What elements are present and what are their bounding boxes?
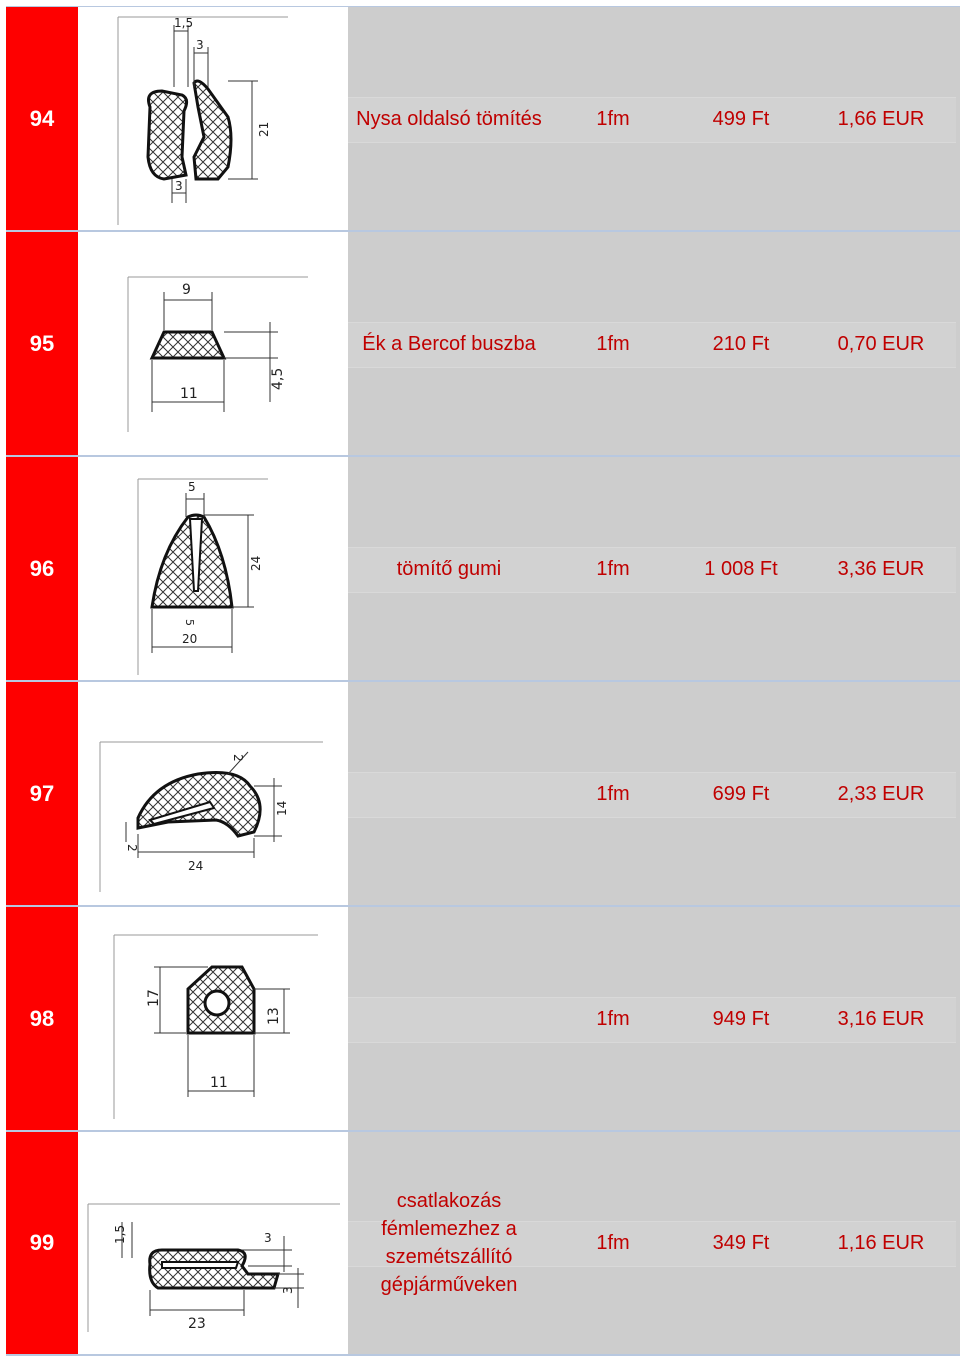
product-unit: 1fm <box>596 107 630 130</box>
dimension-label: 14 <box>275 800 289 816</box>
dimension-label: 1,5 <box>113 1224 127 1244</box>
dimension-label: 4,5 <box>270 367 286 390</box>
dimension-label: 24 <box>188 859 204 873</box>
price-ft: 1 008 Ft <box>704 557 778 580</box>
product-row-95 <box>6 232 960 457</box>
price-eur: 1,16 EUR <box>837 1232 925 1254</box>
product-info <box>348 682 960 905</box>
price-ft: 349 Ft <box>712 1232 770 1254</box>
dimension-label: 3 <box>264 1231 272 1245</box>
product-name: tömítő gumi <box>396 557 502 580</box>
product-row-98 <box>6 907 960 1132</box>
dimension-label: 3 <box>175 179 183 193</box>
product-catalog <box>6 6 960 1357</box>
product-number: 95 <box>6 232 78 455</box>
price-eur: 0,70 EUR <box>837 332 925 355</box>
dimension-label: 5 <box>183 619 196 626</box>
dimension-label: 5 <box>188 480 196 494</box>
product-name: Ék a Bercof buszba <box>362 332 536 355</box>
price-eur: 3,16 EUR <box>837 1007 925 1030</box>
dimension-label: 13 <box>266 1007 282 1025</box>
profile-drawing-98 <box>78 907 348 1130</box>
product-number: 94 <box>6 7 78 230</box>
dimension-label: 11 <box>180 386 198 402</box>
product-name: csatlakozás fémlemezhez a szemétszállító gépjárműveken <box>380 1190 518 1296</box>
dimension-label: 21 <box>257 121 271 137</box>
dimension-label: 1,5 <box>174 16 194 30</box>
product-unit: 1fm <box>596 1232 630 1254</box>
profile-drawing-95 <box>78 232 348 455</box>
price-eur: 1,66 EUR <box>837 107 925 130</box>
product-number: 98 <box>6 907 78 1130</box>
price-eur: 2,33 EUR <box>837 782 925 805</box>
price-ft: 699 Ft <box>712 782 770 805</box>
product-row-99 <box>6 1132 960 1356</box>
product-row-96 <box>6 457 960 682</box>
product-unit: 1fm <box>596 557 630 580</box>
profile-drawing-97 <box>78 682 348 905</box>
dimension-label: 11 <box>210 1075 228 1091</box>
product-row-94 <box>6 7 960 232</box>
profile-drawing-94 <box>78 7 348 230</box>
dimension-label: 9 <box>182 282 191 298</box>
dimension-label: 24 <box>249 555 263 571</box>
dimension-label: 3 <box>196 38 204 52</box>
product-info <box>348 232 960 455</box>
price-ft: 949 Ft <box>712 1007 770 1030</box>
product-unit: 1fm <box>596 1007 630 1030</box>
price-ft: 499 Ft <box>712 107 770 130</box>
product-unit: 1fm <box>596 332 630 355</box>
dimension-label: 3 <box>281 1286 295 1294</box>
price-ft: 210 Ft <box>712 332 770 355</box>
dimension-label: 20 <box>182 632 198 646</box>
product-name: Nysa oldalsó tömítés <box>356 107 542 130</box>
product-info <box>348 1132 960 1354</box>
dimension-label: 2 <box>231 754 245 762</box>
product-number: 99 <box>6 1132 78 1354</box>
profile-drawing-96 <box>78 457 348 680</box>
product-number: 96 <box>6 457 78 680</box>
product-row-97 <box>6 682 960 907</box>
dimension-label: 23 <box>188 1316 206 1332</box>
profile-drawing-99 <box>78 1132 348 1354</box>
product-info <box>348 907 960 1130</box>
dimension-label: 17 <box>146 989 162 1007</box>
product-info <box>348 457 960 680</box>
product-number: 97 <box>6 682 78 905</box>
product-unit: 1fm <box>596 782 630 805</box>
price-eur: 3,36 EUR <box>837 557 925 580</box>
product-info <box>348 7 960 230</box>
dimension-label: 2 <box>125 844 139 852</box>
